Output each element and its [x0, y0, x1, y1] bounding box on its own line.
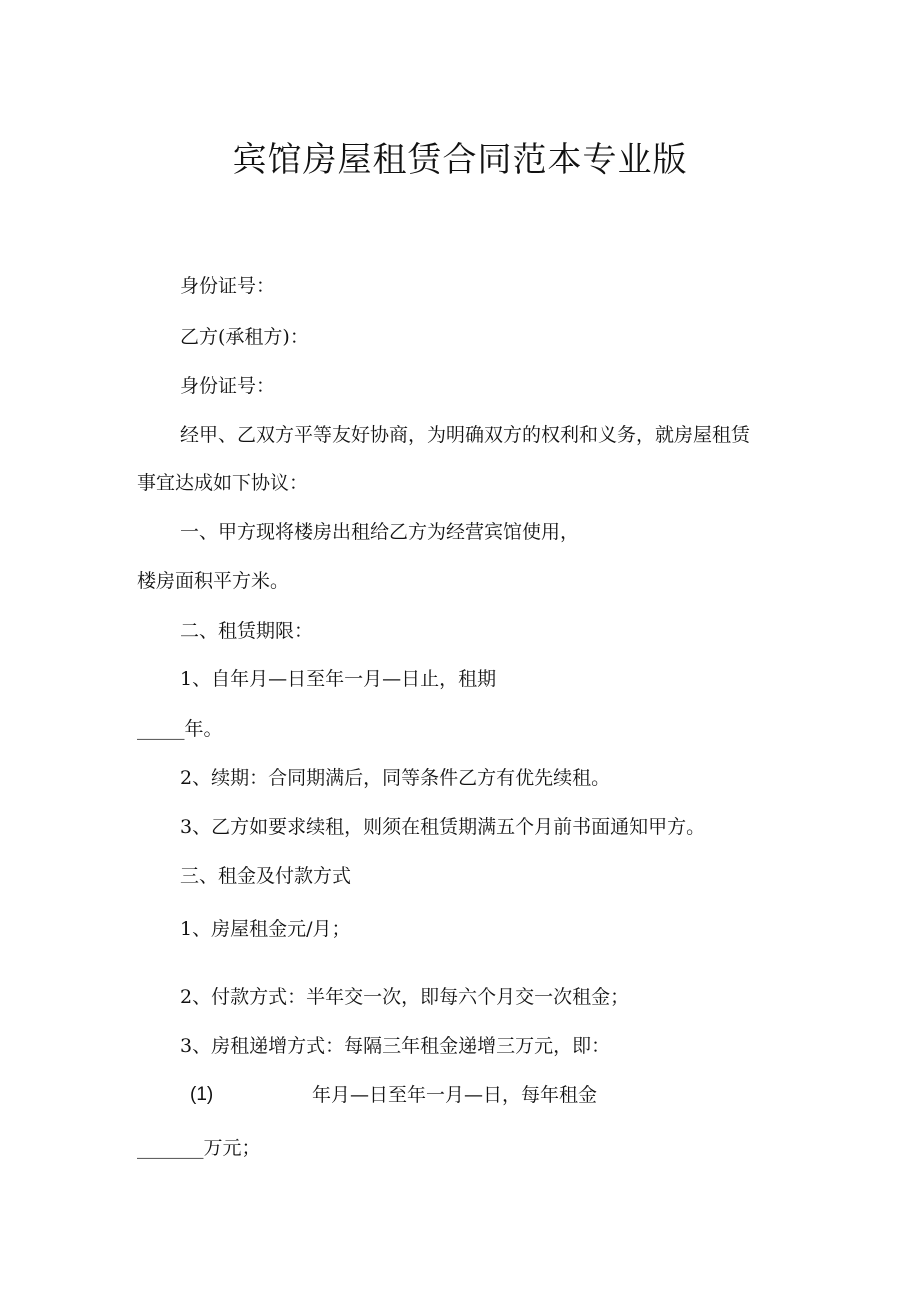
clause-1-line-2: 楼房面积平方米。	[137, 570, 290, 592]
preamble-line-1: 经甲、乙双方平等友好协商，为明确双方的权利和义务，就房屋租赁	[180, 424, 751, 446]
clause-1-line-1: 一、甲方现将楼房出租给乙方为经营宾馆使用，	[180, 521, 580, 543]
clause-2-item-1: 1、自年月—日至年一月—日止，租期	[180, 668, 497, 690]
clause-3-item-2: 2、付款方式：半年交一次，即每六个月交一次租金；	[180, 986, 630, 1008]
document-title: 宾馆房屋租赁合同范本专业版	[232, 140, 688, 180]
clause-2-item-3: 3、乙方如要求续租，则须在租赁期满五个月前书面通知甲方。	[180, 816, 706, 838]
clause-3-item-3: 3、房租递增方式：每隔三年租金递增三万元，即：	[180, 1035, 611, 1057]
clause-2-item-1-cont: _____年。	[137, 718, 223, 740]
clause-2-heading: 二、租赁期限：	[180, 620, 314, 642]
sub-item-text: 年月—日至年一月—日，每年租金	[312, 1084, 598, 1106]
id-number-line-2: 身份证号：	[180, 375, 276, 397]
clause-3-item-1: 1、房屋租金元/月；	[180, 918, 351, 940]
sub-item-cont: _______万元；	[137, 1137, 261, 1159]
id-number-line-1: 身份证号：	[180, 275, 276, 297]
preamble-line-2: 事宜达成如下协议：	[137, 472, 309, 494]
clause-2-item-2: 2、续期：合同期满后，同等条件乙方有优先续租。	[180, 767, 611, 789]
sub-item-number: (1)	[190, 1084, 214, 1105]
party-b-line: 乙方(承租方)：	[180, 326, 309, 348]
clause-3-heading: 三、租金及付款方式	[180, 865, 352, 887]
